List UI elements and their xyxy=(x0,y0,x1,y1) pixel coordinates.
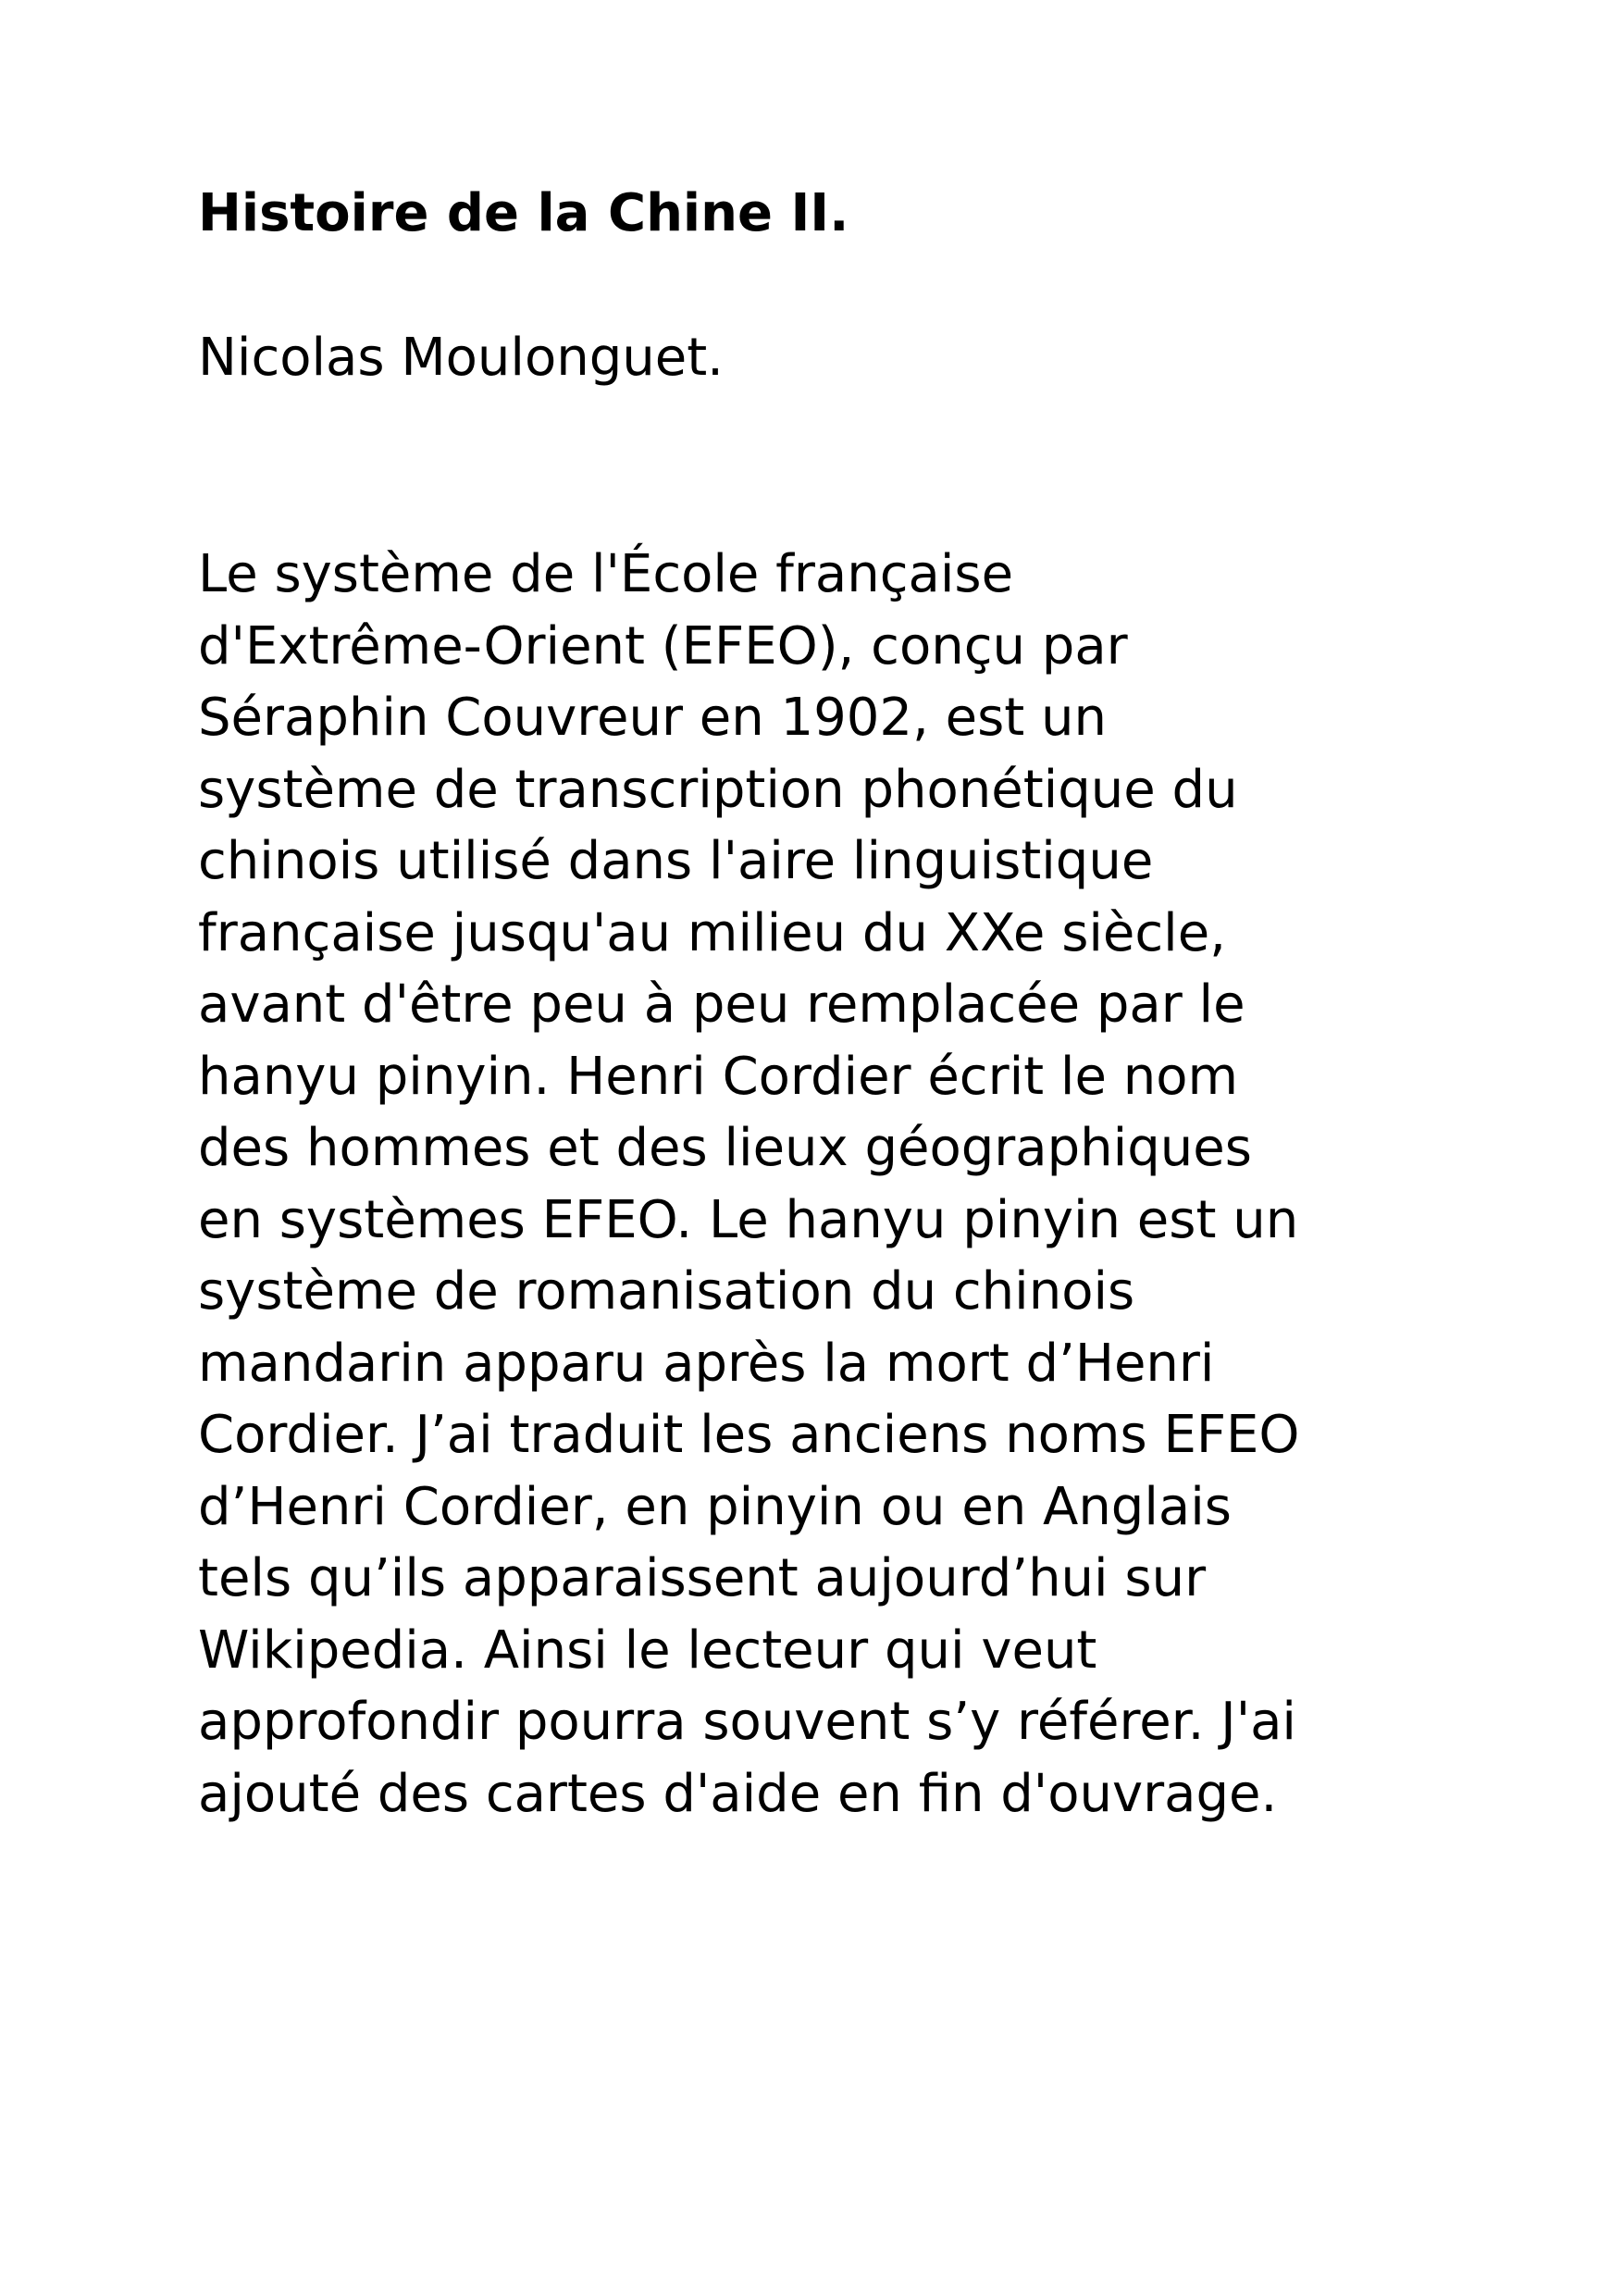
paragraph-line: Wikipedia. Ainsi le lecteur qui veut xyxy=(198,1620,1097,1681)
document-author: Nicolas Moulonguet. xyxy=(198,328,724,388)
paragraph-line: Cordier. J’ai traduit les anciens noms EFEO xyxy=(198,1405,1300,1465)
intro-paragraph xyxy=(198,539,1300,1830)
paragraph-line: française jusqu'au milieu du XXe siècle, xyxy=(198,902,1226,963)
paragraph-line: tels qu’ils apparaissent aujourd’hui sur xyxy=(198,1548,1207,1608)
paragraph-line: ajouté des cartes d'aide en fin d'ouvrage. xyxy=(198,1763,1278,1824)
paragraph-line: chinois utilisé dans l'aire linguistique xyxy=(198,831,1154,891)
document-title: Histoire de la Chine II. xyxy=(198,183,849,243)
paragraph-line: d’Henri Cordier, en pinyin ou en Anglais xyxy=(198,1476,1232,1537)
paragraph-line: des hommes et des lieux géographiques xyxy=(198,1118,1252,1178)
paragraph-line: hanyu pinyin. Henri Cordier écrit le nom xyxy=(198,1046,1239,1107)
paragraph-line: en systèmes EFEO. Le hanyu pinyin est un xyxy=(198,1189,1299,1250)
paragraph-line: système de transcription phonétique du xyxy=(198,759,1238,820)
paragraph-line: avant d'être peu à peu remplacée par le xyxy=(198,974,1245,1035)
paragraph-line: Le système de l'École française xyxy=(198,544,1014,604)
paragraph-line: approfondir pourra souvent s’y référer. J'ai xyxy=(198,1692,1296,1752)
paragraph-line: système de romanisation du chinois xyxy=(198,1261,1135,1322)
paragraph-line: mandarin apparu après la mort d’Henri xyxy=(198,1333,1215,1394)
paragraph-line: d'Extrême-Orient (EFEO), conçu par xyxy=(198,615,1128,676)
paragraph-line: Séraphin Couvreur en 1902, est un xyxy=(198,688,1108,748)
